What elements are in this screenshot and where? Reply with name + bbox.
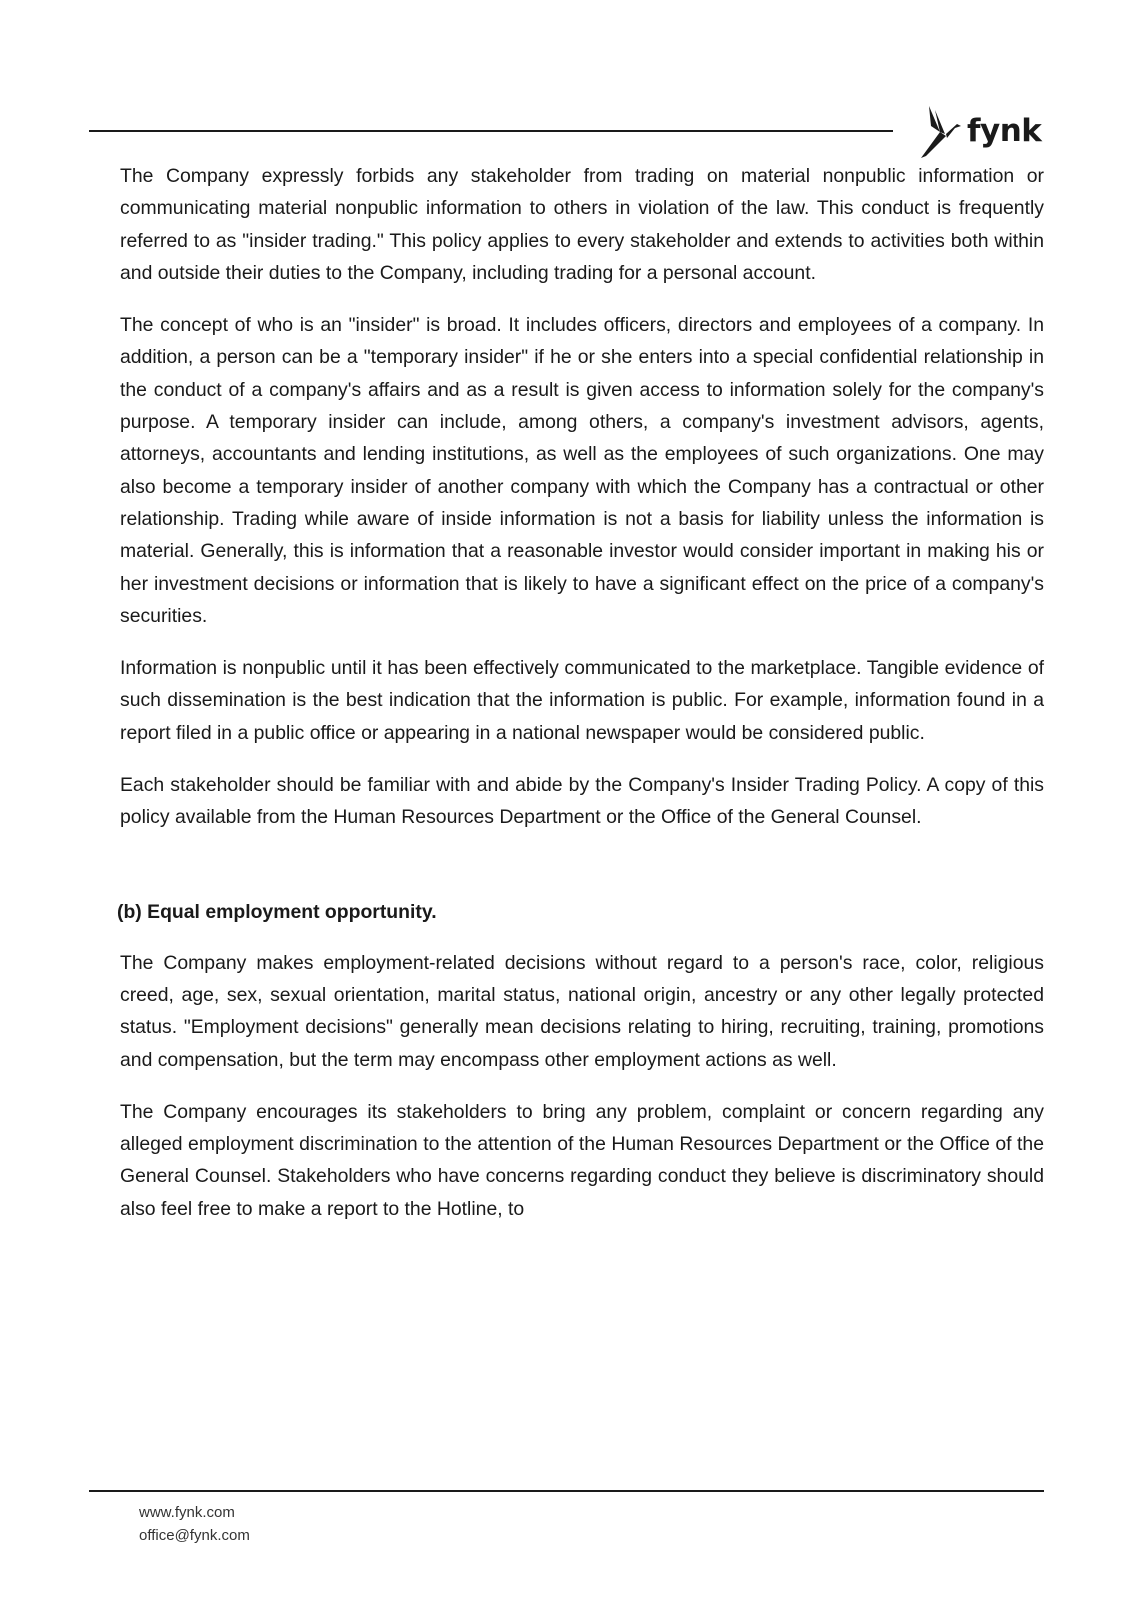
document-body bbox=[117, 160, 1044, 1245]
paragraph-insider-trading-policy: The Company expressly forbids any stakeholder from trading on material nonpublic information or communicating material nonpublic information to others in violation of the law. This conduct is frequently referred to as "insider trading." This policy applies to every stakeholder and extends to activities both within and outside their duties to the Company, including trading for a personal account. bbox=[120, 165, 1044, 284]
footer-divider bbox=[89, 1490, 1044, 1492]
paragraph-policy-copy: Each stakeholder should be familiar with and abide by the Company's Insider Trading Policy. A copy of this policy available from the Human Resources Department or the Office of the General Counsel. bbox=[120, 774, 1044, 829]
company-logo bbox=[919, 106, 1041, 158]
paragraph-insider-definition: The concept of who is an "insider" is broad. It includes officers, directors and employees of a company. In addition, a person can be a "temporary insider" if he or she enters into a special confidential relationship in the conduct of a company's affairs and as a result is given access to information solely for the company's purpose. A temporary insider can include, among others, a company's investment advisors, agents, attorneys, accountants and lending institutions, as well as the employees of such organizations. One may also become a temporary insider of another company with which the Company has a contractual or other relationship. Trading while aware of inside information is not a basis for liability unless the information is material. Generally, this is information that a reasonable investor would consider important in making his or her investment decisions or information that is likely to have a significant effect on the price of a company's securities. bbox=[120, 314, 1044, 627]
paragraph-discrimination-reporting: The Company encourages its stakeholders to bring any problem, complaint or concern regarding any alleged employment discrimination to the attention of the Human Resources Department or the Office of the General Counsel. Stakeholders who have concerns regarding conduct they believe is discriminatory should also feel free to make a report to the Hotline, to bbox=[120, 1100, 1044, 1220]
logo-wordmark: fynk bbox=[967, 113, 1042, 149]
header-divider bbox=[89, 130, 893, 132]
section-heading: (b) Equal employment opportunity. bbox=[117, 900, 437, 923]
footer bbox=[139, 1501, 250, 1547]
bird-logo-icon bbox=[919, 106, 965, 158]
paragraph-employment-decisions: The Company makes employment-related decisions without regard to a person's race, color, religious creed, age, sex, sexual orientation, marital status, national origin, ancestry or any other legally protected status. "Employment decisions" generally mean decisions relating to hiring, recruiting, training, promotions and compensation, but the term may encompass other employment actions as well. bbox=[120, 951, 1044, 1071]
footer-website: www.fynk.com bbox=[139, 1504, 235, 1521]
footer-email: office@fynk.com bbox=[139, 1527, 250, 1544]
paragraph-nonpublic-information: Information is nonpublic until it has been effectively communicated to the marketplace. Tangible evidence of such dissemination is the best indication that the information is public. For example, information found in a report filed in a public office or appearing in a national newspaper would be considered public. bbox=[120, 657, 1044, 744]
